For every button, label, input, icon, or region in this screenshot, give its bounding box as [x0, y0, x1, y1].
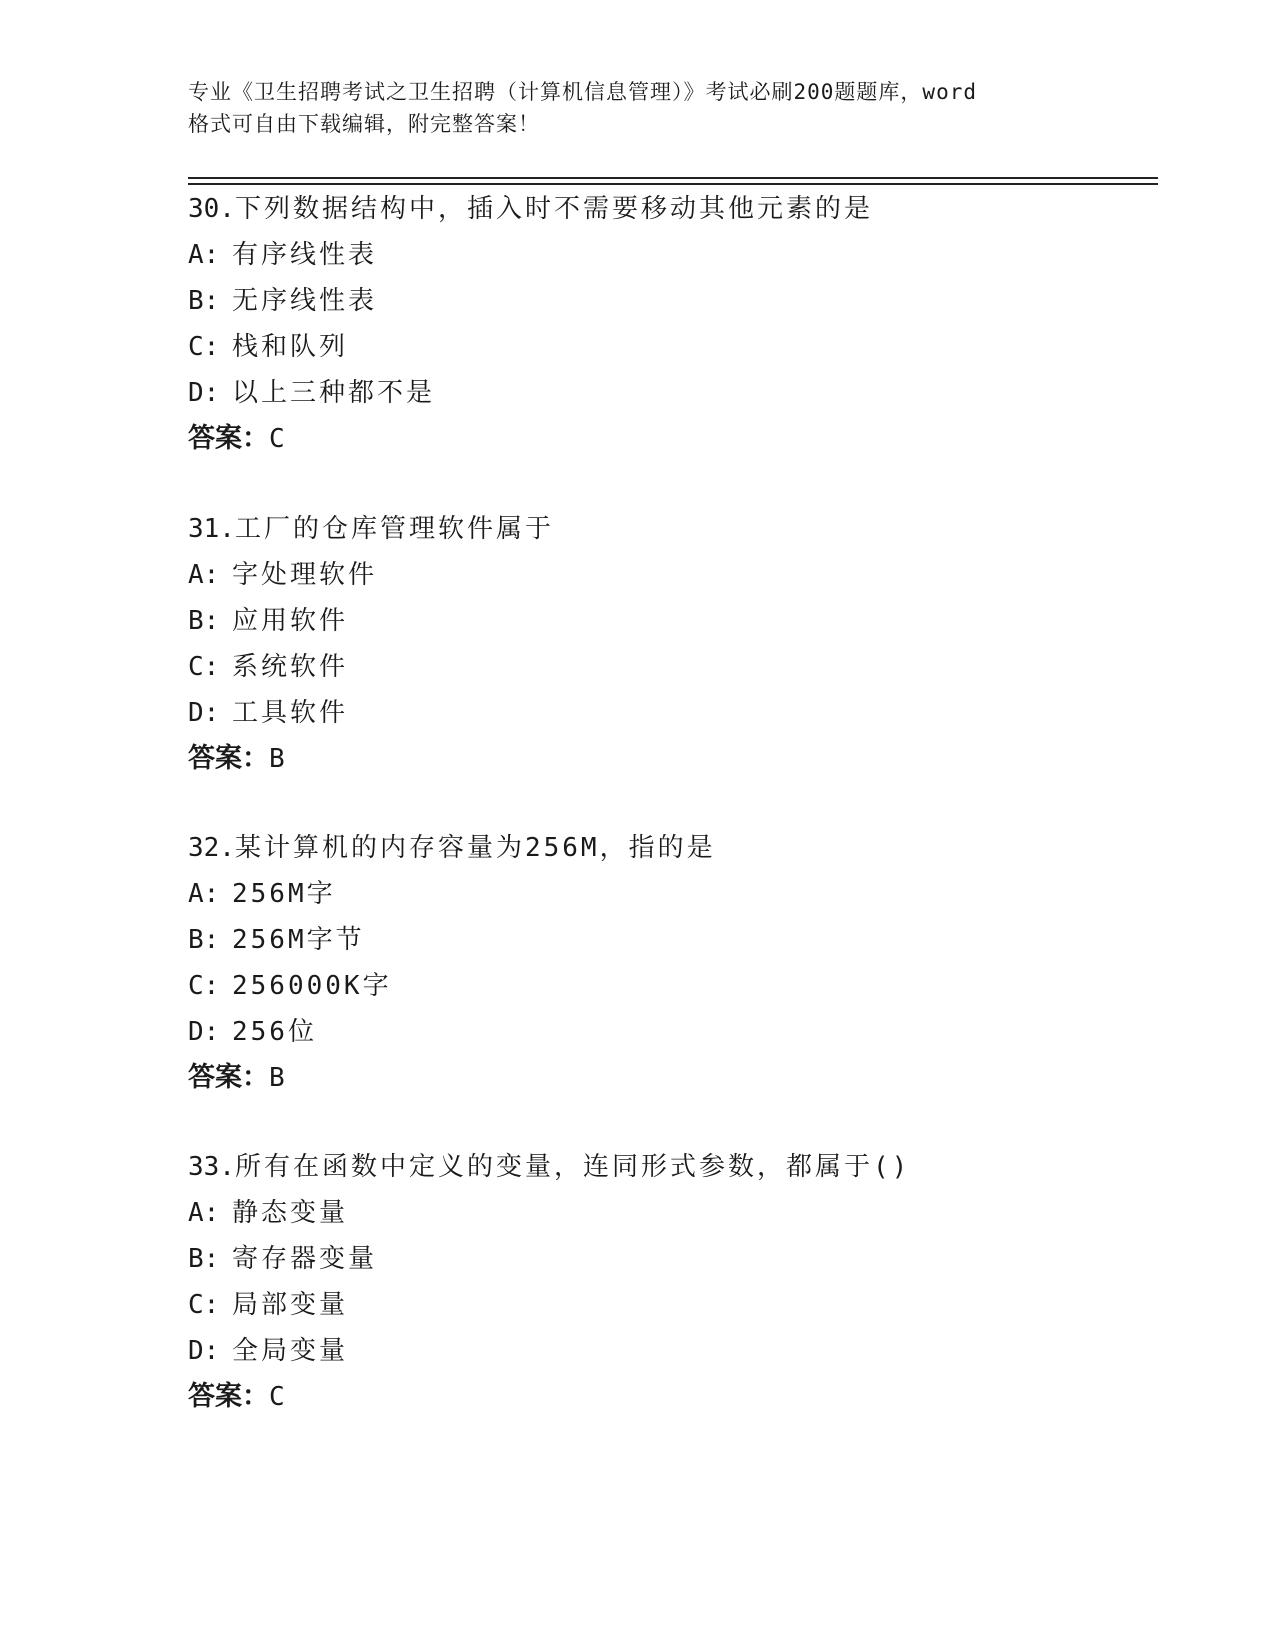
- option-a: [188, 552, 1138, 598]
- option-key: B:: [188, 925, 220, 955]
- option-key: C:: [188, 652, 220, 682]
- option-text: 静态变量: [232, 1198, 349, 1228]
- answer-label: 答案：: [188, 1381, 269, 1412]
- option-a: [188, 1190, 1138, 1236]
- option-b: [188, 278, 1138, 324]
- option-text: 全局变量: [232, 1336, 349, 1366]
- option-key: C:: [188, 1290, 220, 1320]
- option-text: 应用软件: [232, 606, 349, 636]
- header-divider-bottom: [188, 183, 1158, 185]
- option-key: C:: [188, 971, 220, 1001]
- option-key: B:: [188, 286, 220, 316]
- header-line-1: 专业《卫生招聘考试之卫生招聘（计算机信息管理）》考试必刷200题题库，word: [188, 80, 977, 104]
- option-key: A:: [188, 240, 220, 270]
- option-b: [188, 917, 1138, 963]
- answer-value: C: [269, 424, 285, 454]
- option-d: [188, 690, 1138, 736]
- answer-line: [188, 416, 1138, 462]
- option-key: A:: [188, 879, 220, 909]
- header-line-2: 格式可自由下载编辑，附完整答案！: [188, 112, 540, 136]
- question-32: [188, 825, 1138, 1101]
- answer-line: [188, 1374, 1138, 1420]
- question-stem-line: [188, 1144, 1138, 1190]
- option-d: [188, 1009, 1138, 1055]
- option-text: 256M字节: [232, 925, 365, 955]
- question-stem-line: [188, 186, 1138, 232]
- option-d: [188, 1328, 1138, 1374]
- option-text: 256位: [232, 1017, 317, 1047]
- option-d: [188, 370, 1138, 416]
- question-31: [188, 506, 1138, 782]
- option-text: 系统软件: [232, 652, 349, 682]
- question-stem: 下列数据结构中，插入时不需要移动其他元素的是: [234, 194, 873, 224]
- option-key: D:: [188, 698, 220, 728]
- option-text: 工具软件: [232, 698, 349, 728]
- answer-label: 答案：: [188, 1062, 269, 1093]
- question-stem-line: [188, 506, 1138, 552]
- option-c: [188, 644, 1138, 690]
- option-text: 字处理软件: [232, 560, 378, 590]
- answer-line: [188, 1055, 1138, 1101]
- option-text: 局部变量: [232, 1290, 349, 1320]
- option-a: [188, 232, 1138, 278]
- option-key: D:: [188, 1336, 220, 1366]
- question-30: [188, 186, 1138, 462]
- question-stem: 工厂的仓库管理软件属于: [234, 514, 554, 544]
- option-text: 有序线性表: [232, 240, 378, 270]
- option-key: B:: [188, 606, 220, 636]
- question-stem-line: [188, 825, 1138, 871]
- option-text: 以上三种都不是: [232, 378, 436, 408]
- option-key: B:: [188, 1244, 220, 1274]
- option-key: C:: [188, 332, 220, 362]
- option-a: [188, 871, 1138, 917]
- option-text: 无序线性表: [232, 286, 378, 316]
- option-text: 256M字: [232, 879, 336, 909]
- option-key: A:: [188, 1198, 220, 1228]
- answer-value: C: [269, 1382, 285, 1412]
- answer-value: B: [269, 1063, 285, 1093]
- option-key: D:: [188, 1017, 220, 1047]
- answer-line: [188, 736, 1138, 782]
- option-c: [188, 324, 1138, 370]
- header-divider-top: [188, 177, 1158, 179]
- option-b: [188, 598, 1138, 644]
- question-stem: 某计算机的内存容量为256M，指的是: [234, 833, 716, 863]
- option-text: 寄存器变量: [232, 1244, 378, 1274]
- option-c: [188, 1282, 1138, 1328]
- option-text: 256000K字: [232, 971, 392, 1001]
- option-text: 栈和队列: [232, 332, 349, 362]
- question-number: 33.: [188, 1152, 235, 1182]
- question-stem: 所有在函数中定义的变量，连同形式参数，都属于(): [234, 1152, 911, 1182]
- question-33: [188, 1144, 1138, 1420]
- question-number: 31.: [188, 514, 235, 544]
- question-number: 32.: [188, 833, 235, 863]
- question-number: 30.: [188, 194, 235, 224]
- option-c: [188, 963, 1138, 1009]
- option-key: D:: [188, 378, 220, 408]
- answer-value: B: [269, 744, 285, 774]
- option-key: A:: [188, 560, 220, 590]
- answer-label: 答案：: [188, 743, 269, 774]
- document-header: [188, 76, 1088, 140]
- answer-label: 答案：: [188, 423, 269, 454]
- option-b: [188, 1236, 1138, 1282]
